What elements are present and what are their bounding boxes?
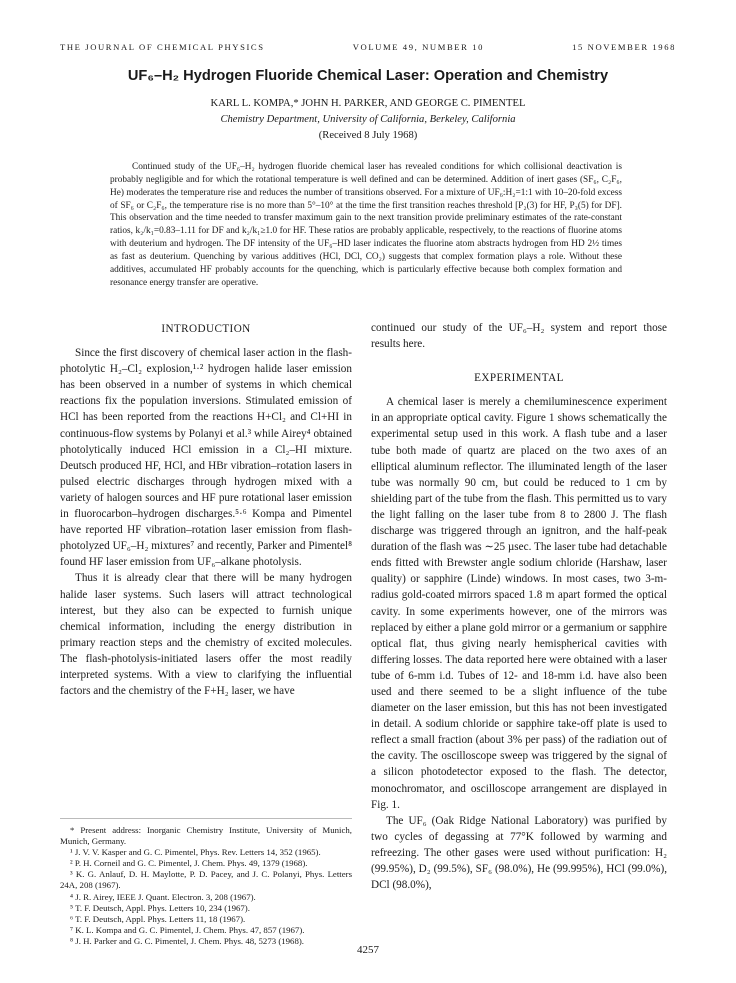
paragraph: Thus it is already clear that there will be many hydrogen halide laser systems. Such lasers will attract technological interest, but they also can be expected to furnish unique chemical information, including the energy distribution in primary reaction steps and the chemistry of excited molecules. The flash-photolysis-initiated lasers offer the most readily interpreted systems. With a view to clarifying the influential factors and the chemistry of the F+H₂ laser, we have bbox=[60, 572, 352, 698]
issue-date: 15 NOVEMBER 1968 bbox=[572, 42, 676, 52]
footnote: ¹ J. V. V. Kasper and G. C. Pimentel, Phys. Rev. Letters 14, 352 (1965). bbox=[70, 847, 321, 858]
section-heading-introduction: INTRODUCTION bbox=[161, 323, 251, 335]
right-column bbox=[371, 320, 667, 893]
footnote: ² P. H. Corneil and G. C. Pimentel, J. Chem. Phys. 49, 1379 (1968). bbox=[70, 858, 308, 869]
footnote: * Present address: Inorganic Chemistry Institute, University of Munich, Munich, Germany. bbox=[60, 825, 352, 847]
paragraph: Since the first discovery of chemical laser action in the flash-photolytic H₂–Cl₂ explosion,¹·² hydrogen halide laser emission has been observed in a number of systems in which chemical reactions fix the population inversions. Stimulated emission of HCl has been reported from the reactions H+Cl₂ and Cl+HI in continuous-flow systems by Polanyi et al.³ while Airey⁴ obtained photolytically induced HCl emission in a Cl₂–HI mixture. Deutsch produced HF, HCl, and HBr vibration–rotation lasers in pulsed electric discharges through hydrogen mixed with a variety of halogen sources and HF pure rotational laser emission in fluorocarbon–hydrogen discharges.⁵·⁶ Kompa and Pimentel have reported HF vibration–rotation laser emission from flash-photolyzed UF₆–H₂ mixtures⁷ and recently, Parker and Pimentel⁸ found HF laser emission from UF₆–alkane photolysis. bbox=[60, 347, 352, 569]
left-column bbox=[60, 321, 352, 699]
volume-number: VOLUME 49, NUMBER 10 bbox=[352, 42, 485, 52]
article-title: UF₆–H₂ Hydrogen Fluoride Chemical Laser: Operation and Chemistry bbox=[127, 68, 609, 84]
footnote: ⁷ K. L. Kompa and G. C. Pimentel, J. Chem. Phys. 47, 857 (1967). bbox=[70, 924, 305, 935]
footnote: ⁶ T. F. Deutsch, Appl. Phys. Letters 11, 18 (1967). bbox=[70, 913, 246, 924]
author-list: KARL L. KOMPA,* JOHN H. PARKER, AND GEORGE C. PIMENTEL bbox=[210, 98, 526, 109]
running-head bbox=[60, 42, 676, 52]
footnotes bbox=[60, 818, 352, 947]
received-date: (Received 8 July 1968) bbox=[318, 130, 418, 141]
paragraph: A chemical laser is merely a chemiluminescence experiment in an appropriate optical cavity. Figure 1 shows schematically the experimental setup used in this work. A flash tube and a laser tube both made of quartz are placed on the two axes of an elliptical aluminum reflector. The illuminated length of the laser tube was normally 90 cm, but could be reduced to 1 cm by shielding part of the tube from the flash. This permitted us to vary the light falling on the laser tube from 8 to 2800 J. The flash discharge was triggered through an ignitron, and the half-peak duration of the flash was ∼25 µsec. The laser tube had detachable ends fitted with Brewster angle sodium chloride (Harshaw, laser quality) or sapphire (Linde) windows. In most cases, two 3-m-radius gold-coated mirrors spaced 1.8 m apart formed the optical cavity. In some experiments however, one of the mirrors was replaced by either a plane gold mirror or a germanium or sapphire optical flat, thus giving nearly hemispherical cavities with differing losses. The data reported here were obtained with a laser tube of 6-mm i.d. Tubes of 12- and 18-mm i.d. have also been used and there seemed to be a slight influence of the tube diameter on the laser emission, but this has not been investigated in detail. A sodium chloride or sapphire take-off plate is used to reflect a small fraction (about 3% per pass) of the radiation out of the cavity. The oscilloscope sweep was triggered by the signal of a silicon photodetector exposed to the flash. The detector, monochromator, and oscilloscope arrangement are displayed in Fig. 1. bbox=[371, 396, 667, 811]
footnote-divider bbox=[60, 818, 352, 819]
footnote: ⁴ J. R. Airey, IEEE J. Quant. Electron. 3, 208 (1967). bbox=[70, 891, 256, 902]
paragraph-continuation: continued our study of the UF₆–H₂ system and report those results here. bbox=[371, 322, 667, 351]
footnote: ⁸ J. H. Parker and G. C. Pimentel, J. Chem. Phys. 48, 5273 (1968). bbox=[70, 935, 304, 946]
footnote: ⁵ T. F. Deutsch, Appl. Phys. Letters 10, 234 (1967). bbox=[70, 902, 250, 913]
section-heading-experimental: EXPERIMENTAL bbox=[474, 372, 564, 385]
abstract: Continued study of the UF₆–H₂ hydrogen fluoride chemical laser has revealed conditions for which collisional deactivation is probably negligible and for which the rotational temperature is well defined and can be determined. Addition of inert gases (SF₆, C₂F₆, He) moderates the temperature rise and reduces the number of transitions observed. For a mixture of UF₆:H₂=1:1 with 10–20-fold excess of SF₆ or C₂F₆, the temperature rise is no more than 5°–10° at the time the first transition reaches threshold [P₂(3) for HF, P₃(5) for DF]. This observation and the time needed to transfer maximum gain to the next transition provide preliminary estimates of the rate-constant ratios, k₂/k₁=0.83–1.11 for DF and k₂/k₁≥1.0 for HF. These ratios are probably applicable, respectively, to the reactions of fluorine atoms with deuterium and hydrogen. The DF intensity of the UF₆–HD laser indicates the fluorine atom abstracts hydrogen from HD 2½ times as fast as deuterium. Quenching by various additives (HCl, DCl, CO₂) suggests that complex formation plays a role. Without these additives, accumulated HF probably accounts for the quenching, which is particularly effective because both complex formation and resonance energy transfer are operative. bbox=[110, 162, 622, 288]
paragraph: The UF₆ (Oak Ridge National Laboratory) was purified by two cycles of degassing at 77°K followed by warming and refreezing. The other gases were used without purification: H₂ (99.95%), D₂ (99.5%), SF₆ (98.0%), He (99.995%), HCl (99.0%), DCl (98.0%), bbox=[371, 814, 667, 892]
footnote: ³ K. G. Anlauf, D. H. Maylotte, P. D. Pacey, and J. C. Polanyi, Phys. Letters 24A, 208 (1967). bbox=[60, 869, 352, 891]
journal-name: THE JOURNAL OF CHEMICAL PHYSICS bbox=[60, 42, 265, 52]
affiliation: Chemistry Department, University of California, Berkeley, California bbox=[220, 114, 516, 125]
page-number: 4257 bbox=[357, 944, 379, 956]
